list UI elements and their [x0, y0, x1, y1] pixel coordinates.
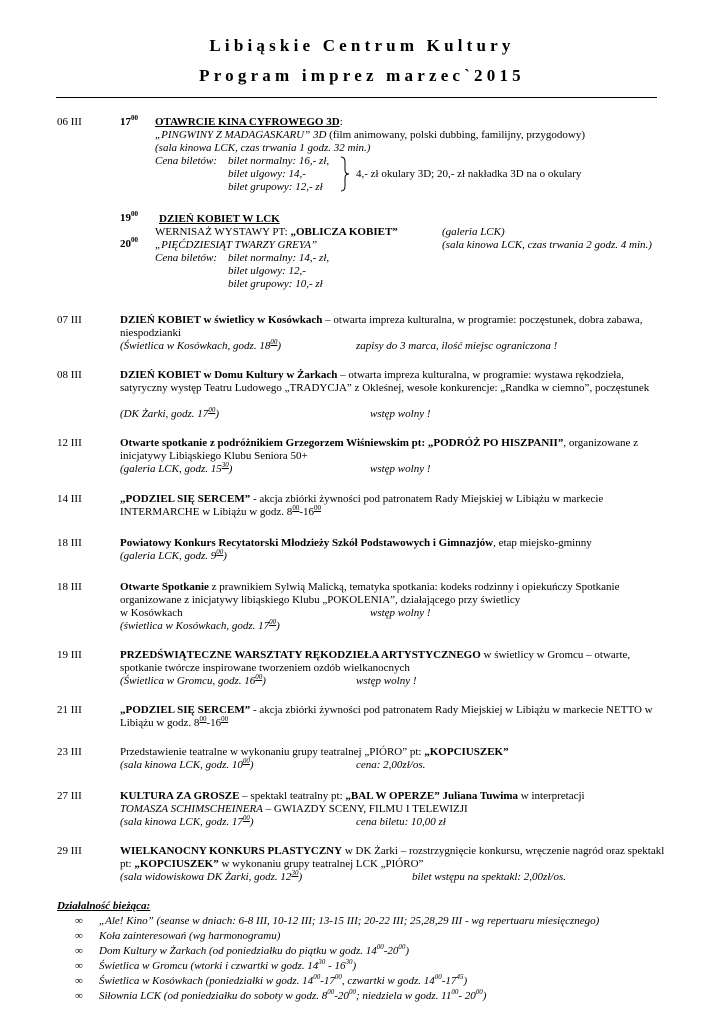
event-description: „PODZIEL SIĘ SERCEM” - akcja zbiórki żywności pod patronatem Rady Miejskiej w Libiążu w markecie INTERMARCHE w Libiążu w godz. $8^{00}-16^{00}$	[120, 493, 604, 518]
price-normal: bilet normalny: 16,- zł,	[228, 155, 330, 167]
event-18-iii-meeting	[57, 581, 667, 637]
film-line: „PINGWINY Z MADAGASKARU” 3D (film animowany, polski dubbing, familijny, przygodowy)	[155, 129, 585, 141]
event-line2: TOMASZA SCHIMSCHEINERA – GWIAZDY SCENY, FILMU I TELEWIZJI	[120, 803, 468, 815]
event-place: (Świetlica w Gromcu, godz. $16^{00}$)	[120, 673, 266, 687]
event-line3: w Kosówkach	[120, 607, 183, 619]
event-date: 18 III	[57, 537, 82, 549]
header-rule	[56, 97, 657, 98]
event-27-iii	[57, 790, 667, 832]
event-place: (sala kinowa LCK, godz. $10^{00}$)	[120, 757, 254, 771]
event-date: 23 III	[57, 746, 82, 758]
event-description: DZIEŃ KOBIET w Domu Kultury w Żarkach – otwarta impreza kulturalna, w programie: wystawa rękodzieła, satyryczny występ Teatru Ludowego „TRADYCJA” z Okleśnej, wesołe konkurencje: „Randka w ciemno”, poczęstunek	[120, 369, 650, 394]
event-description: Przedstawienie teatralne w wykonaniu grupy teatralnej „PIÓRO” pt: „KOPCIUSZEK”	[120, 746, 509, 758]
event-description: PRZEDŚWIĄTECZNE WARSZTATY RĘKODZIEŁA ARTYSTYCZNEGO w świetlicy w Gromcu – otwarte, spotkanie twórcze inspirowane tworzeniem ozdób wielkanocnych	[120, 649, 631, 674]
event-description: „PODZIEL SIĘ SERCEM” - akcja zbiórki żywności pod patronatem Rady Miejskiej w Libiążu w markecie NETTO w Libiążu w godz. $8^{00}-16^{00}$	[120, 704, 653, 729]
price-group: bilet grupowy: 10,- zł	[228, 278, 323, 290]
film2-title: „PIĘĆDZIESIĄT TWARZY GREYA”	[155, 239, 318, 251]
event-note: cena: 2,00zł/os.	[356, 759, 426, 771]
event-time: $17^{00}$	[120, 114, 138, 128]
event-description: DZIEŃ KOBIET w świetlicy w Kosówkach – otwarta impreza kulturalna, w programie: poczęstunek, dobra zabawa, niespodzianki	[120, 314, 643, 339]
event-note: zapisy do 3 marca, ilość miejsc ograniczona !	[356, 340, 558, 352]
price-group: bilet grupowy: 12,- zł	[228, 181, 323, 193]
film-place: (sala kinowa LCK, czas trwania 1 godz. 32 min.)	[155, 142, 371, 154]
event-21-iii	[57, 704, 667, 734]
price-label: Cena biletów:	[155, 252, 218, 264]
event-note: cena biletu: 10,00 zł	[356, 816, 446, 828]
event-29-iii	[57, 845, 667, 887]
event-note: wstęp wolny !	[370, 607, 431, 619]
infinity-bullet-icon: ∞	[75, 945, 83, 957]
infinity-bullet-icon: ∞	[75, 915, 83, 927]
infinity-bullet-icon: ∞	[75, 975, 83, 987]
event-place: (świetlica w Kosówkach, godz. $17^{00}$)	[120, 618, 280, 632]
document-subtitle: Program imprez marzec`2015	[199, 66, 525, 85]
brace-note: 4,- zł okulary 3D; 20,- zł nakładka 3D na o okulary	[356, 168, 582, 180]
vernissage-line: WERNISAŻ WYSTAWY PT: „OBLICZA KOBIET”	[155, 226, 398, 238]
event-07-iii	[57, 314, 667, 358]
event-06-iii	[57, 116, 667, 306]
document-title: Libiąskie Centrum Kultury	[209, 36, 515, 55]
event-date: 07 III	[57, 314, 82, 326]
event-description: Otwarte spotkanie z podróżnikiem Grzegorzem Wiśniewskim pt: „PODRÓŻ PO HISZPANII”, organizowane z inicjatywy Libiąskiego Klubu Seniora 50+	[120, 437, 638, 462]
event-date: 29 III	[57, 845, 82, 857]
film2-place: (sala kinowa LCK, czas trwania 2 godz. 4 min.)	[442, 239, 652, 251]
price-brace	[339, 156, 351, 192]
event-time: $20^{00}$	[120, 236, 138, 250]
event-heading: DZIEŃ KOBIET W LCK	[159, 213, 280, 225]
event-place: (sala kinowa LCK, godz. $17^{00}$)	[120, 814, 254, 828]
price-label: Cena biletów:	[155, 155, 218, 167]
event-description: KULTURA ZA GROSZE – spektakl teatralny pt: „BAL W OPERZE” Juliana Tuwima w interpretacji	[120, 790, 585, 802]
event-date: 18 III	[57, 581, 82, 593]
event-date: 08 III	[57, 369, 82, 381]
infinity-bullet-icon: ∞	[75, 960, 83, 972]
event-date: 14 III	[57, 493, 82, 505]
event-description: Otwarte Spotkanie z prawnikiem Sylwią Malicką, tematyka spotkania: kodeks rodzinny i opiekuńczy Spotkanie organizowane z inicjatywy libiąskiego Klubu „POKOLENIA”, działającego przy świetlicy	[120, 581, 620, 606]
infinity-bullet-icon: ∞	[75, 930, 83, 942]
event-note: wstęp wolny !	[356, 675, 417, 687]
event-time: $19^{00}$	[120, 210, 138, 224]
event-place: (DK Żarki, godz. $17^{00}$)	[120, 406, 219, 420]
event-description: WIELKANOCNY KONKURS PLASTYCZNY w DK Żarki – rozstrzygnięcie konkursu, wręczenie nagród oraz spektakl pt: „KOPCIUSZEK” w wykonaniu grupy teatralnej LCK „PIÓRO”	[120, 845, 665, 870]
event-heading: OTAWRCIE KINA CYFROWEGO 3D:	[155, 116, 343, 128]
event-note: wstęp wolny !	[370, 408, 431, 420]
vernissage-place: (galeria LCK)	[442, 226, 505, 238]
event-date: 06 III	[57, 116, 82, 128]
event-place: (galeria LCK, godz. $9^{00}$)	[120, 548, 227, 562]
event-18-iii-contest	[57, 537, 667, 567]
price-reduced: bilet ulgowy: 14,-	[228, 168, 306, 180]
event-note: bilet wstępu na spektakl: 2,00zł/os.	[412, 871, 566, 883]
event-23-iii	[57, 746, 667, 776]
event-08-iii	[57, 369, 667, 425]
event-12-iii	[57, 437, 667, 479]
event-date: 12 III	[57, 437, 82, 449]
event-date: 27 III	[57, 790, 82, 802]
event-date: 19 III	[57, 649, 82, 661]
ongoing-heading: Działalność bieżąca:	[57, 900, 151, 912]
event-date: 21 III	[57, 704, 82, 716]
event-place: (Świetlica w Kosówkach, godz. $18^{00}$)	[120, 338, 281, 352]
infinity-bullet-icon: ∞	[75, 990, 83, 1002]
price-normal: bilet normalny: 14,- zł,	[228, 252, 330, 264]
event-place: (galeria LCK, godz. $15^{30}$)	[120, 461, 233, 475]
event-19-iii	[57, 649, 667, 693]
price-reduced: bilet ulgowy: 12,-	[228, 265, 306, 277]
event-14-iii	[57, 493, 667, 523]
event-place: (sala widowiskowa DK Żarki, godz. $12^{30}$)	[120, 869, 303, 883]
event-description: Powiatowy Konkurs Recytatorski Młodzieży Szkół Podstawowych i Gimnazjów, etap miejsko-gminny	[120, 537, 592, 549]
event-note: wstęp wolny !	[370, 463, 431, 475]
